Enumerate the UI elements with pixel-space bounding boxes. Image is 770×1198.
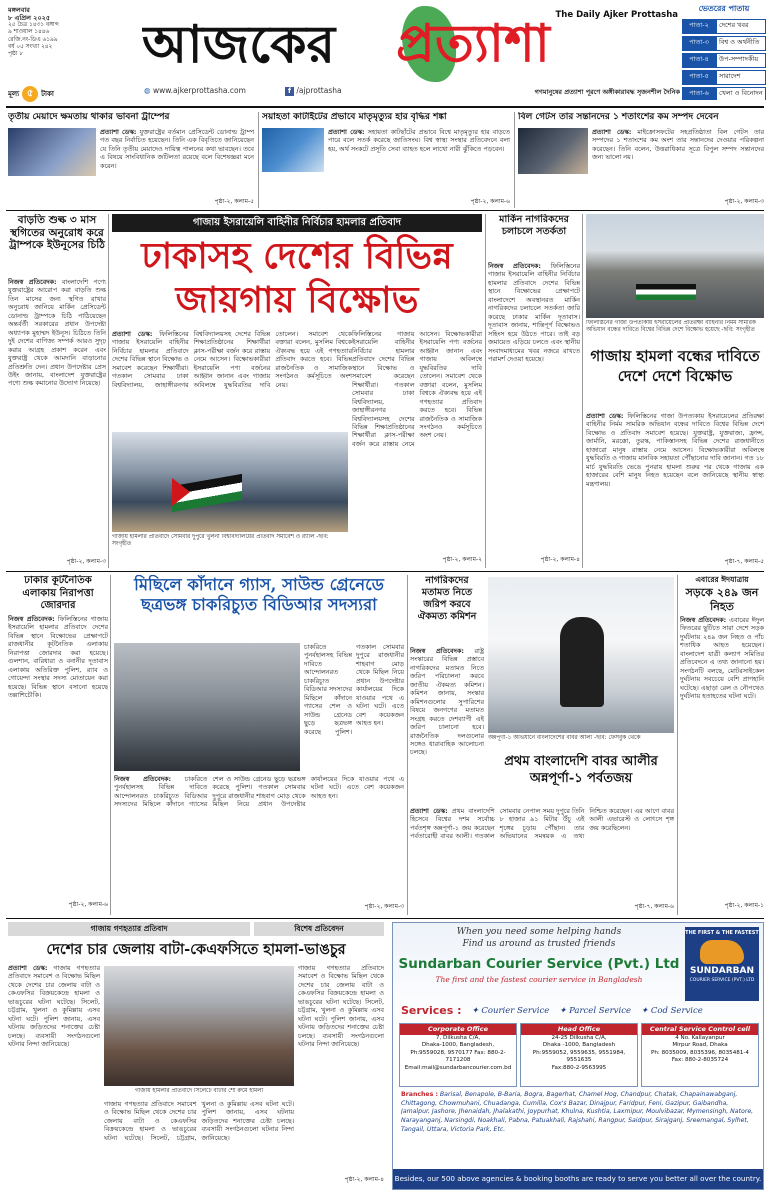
office-title: Corporate Office <box>400 1024 516 1035</box>
ad-offices <box>399 1023 759 1087</box>
babar-text: প্রথম বাংলাদেশি হিসেবে বিশ্বের দশম সর্বোচ্চ পর্বতশৃঙ্গ অন্নপূর্ণা-১ জয় করেছেন পর্বতারোহী বাবর আলী। গতকাল সোমবার নেপাল সময় দুপুরে তিনি ৮ হাজার ৯১ মিটার উঁচু এই শৃঙ্গের চূড়ায় পৌঁছান। তার অভিযানের সমন্বয়ক এ তথ্য নিশ্চিত করেছেন। এর আগে বাবর আলী এভারেস্ট ও লোৎসে শৃঙ্গ জয় করেছিলেন। <box>410 807 674 841</box>
dateline: প্রত্যাশা ডেস্ক: <box>592 128 632 136</box>
price-unit: টাকা <box>41 89 54 98</box>
office-title: Central Service Control cell <box>642 1024 758 1035</box>
continued-label[interactable]: পৃষ্ঠা-২, কলাম-২ <box>442 556 482 563</box>
lead-body <box>112 330 352 430</box>
price-label: মূল্য <box>8 89 20 98</box>
ad-company: Sundarban Courier Service (Pvt.) Ltd <box>398 956 680 972</box>
ad-tagline-1: When you need some helping hands <box>456 927 622 937</box>
top-story-headline[interactable]: বিল গেটস তার সন্তানদের ১ শতাংশের কম সম্পদ দেবেন <box>518 112 719 122</box>
service-name: Parcel Service <box>569 1005 631 1016</box>
bdr-story[interactable] <box>114 575 404 915</box>
courier-ad[interactable] <box>392 922 764 1190</box>
diplomatic-headline[interactable]: ঢাকার কূটনৈতিক এলাকায় নিরাপত্তা জোরদার <box>22 575 94 611</box>
office-line: Ph:9559052, 9559635, 9551984, 9551635 <box>532 1049 626 1064</box>
inside-page-label: বিশ্ব ও অর্থনীতি <box>716 36 766 51</box>
flag-shape <box>636 284 696 300</box>
bdr-body <box>114 775 404 901</box>
left-story-body <box>8 278 106 558</box>
bdr-body-side <box>304 643 404 771</box>
inside-title: ভেতরের পাতায় <box>698 4 750 13</box>
office-line: Ph:9559028, 9570177 Fax: 880-2-7171208 <box>410 1049 506 1064</box>
dateline: প্রত্যাশা ডেস্ক: <box>112 330 153 338</box>
star-icon: ✦ <box>559 1005 567 1016</box>
bottom-body-right <box>298 964 384 1174</box>
globe-icon: ◍ <box>144 86 151 95</box>
top-story-text: মাইক্রোসফটের সহপ্রতিষ্ঠাতা বিল গেটস তার সম্পদের ১ শতাংশের কম অংশ তার সন্তানদের দেওয়ার পরিকল্পনা করেছেন। তিনি বলেন, উত্তরাধিকার সূত্রে বিপুল সম্পদ সন্তানদের জন্য ভালো নয়। <box>592 128 764 162</box>
flag-triangle <box>172 478 190 506</box>
title-part2-text: প্রত্যাশা <box>396 13 550 74</box>
dateline: নিজস্ব প্রতিবেদক: <box>410 647 464 655</box>
babar-headline[interactable]: প্রথম বাংলাদেশি বাবর আলীর অন্নপূর্ণা-১ পর্বতজয় <box>504 754 658 786</box>
bottom-text: গাজায় গণহত্যার প্রতিবাদে সমাবেশ ও বিক্ষোভ মিছিল থেকে দেশের চার জেলায় বাটা ও কেএফসির বিক্রয়কেন্দ্রে হামলা ও ভাঙচুরের ঘটনা ঘটেছে। সিলেট, চট্টগ্রাম, খুলনা ও কুমিল্লায় এসব ঘটনা ঘটে। পুলিশ জানায়, এসব ঘটনায় জড়িতদের শনাক্তের চেষ্টা চলছে। ব্যবসায়ী সংগঠনগুলো ঘটনার নিন্দা জানিয়েছে। <box>298 964 384 1049</box>
service-item <box>641 1006 703 1017</box>
dateline: নিজস্ব প্রতিবেদক: <box>114 775 172 783</box>
right-story-body <box>586 412 764 558</box>
office-line: Dhaka -1000, Bangladesh <box>542 1042 616 1049</box>
continued-label[interactable]: পৃষ্ঠা-২, কলাম-১ <box>724 902 764 909</box>
dateline: প্রত্যাশা ডেস্ক: <box>586 412 624 420</box>
dateline: প্রত্যাশা ডেস্ক: <box>100 128 137 136</box>
bdr-text: চাকরিতে পুনর্বহালসহ বিভিন্ন দাবিতে আন্দোলনরত চাকরিচ্যুত বিডিআর সদস্যদের মিছিলে কাঁদানে গ্যাসের শেল ও সাউন্ড গ্রেনেড ছুড়ে ছত্রভঙ্গ করেছে পুলিশ। গতকাল সোমবার দুপুরে রাজধানীর শাহবাগ মোড় থেকে মিছিল নিয়ে প্রধান উপদেষ্টার কার্যালয়ের দিকে যাওয়ার পথে এ ঘটনা ঘটে। এতে বেশ কয়েকজন আহত হন। <box>114 775 404 809</box>
dateline: নিজস্ব প্রতিবেদক: <box>8 615 55 623</box>
tiger-icon <box>700 940 744 964</box>
date-line: রেজি.নং-ডিএ ৬১৯৯ <box>8 36 58 43</box>
bottom-text: গাজায় গণহত্যার প্রতিবাদে সমাবেশ ও বিক্ষোভ মিছিল থেকে দেশের চার জেলায় বাটা ও কেএফসির বিক্রয়কেন্দ্রে হামলা ও ভাঙচুরের ঘটনা ঘটেছে। সিলেট, চট্টগ্রাম, খুলনা ও কুমিল্লায় এসব ঘটনা ঘটে। পুলিশ জানায়, এসব ঘটনায় জড়িতদের শনাক্তের চেষ্টা চলছে। ব্যবসায়ী সংগঠনগুলো ঘটনার নিন্দা জানিয়েছে। <box>104 1100 294 1142</box>
ad-logo-sub: COURIER SERVICE (PVT.) LTD <box>689 977 755 983</box>
english-name: The Daily Ajker Prottasha <box>555 10 678 20</box>
right-story-photo <box>586 214 764 318</box>
mid-story-headline[interactable]: মার্কিন নাগরিকদের চলাচলে সতর্কতা <box>499 214 569 237</box>
top-story[interactable] <box>8 112 254 208</box>
continued-label[interactable]: পৃষ্ঠা-২, কলাম-৩ <box>724 198 764 205</box>
inside-item[interactable] <box>682 36 766 51</box>
continued-label[interactable]: পৃষ্ঠা-২, কলাম-৪ <box>540 556 580 563</box>
ad-branches <box>401 1091 757 1161</box>
date-line: পৃষ্ঠা ৮ <box>8 51 23 58</box>
facebook-icon: f <box>285 87 294 96</box>
office-line: Email:mail@sundarbancourier.com.bd <box>404 1064 512 1071</box>
dateline: নিজস্ব প্রতিবেদক: <box>488 262 541 270</box>
bottom-body-center <box>104 1100 294 1186</box>
column-rule <box>258 112 259 208</box>
office-line: 7, Dilkusha C/A, <box>435 1034 481 1041</box>
inside-item[interactable] <box>682 70 766 85</box>
inside-page-num: পাতা-৪ <box>682 53 716 68</box>
inside-page-label: দেশের খবর <box>716 19 766 34</box>
mid-story-body <box>488 262 580 556</box>
lead-headline[interactable]: ঢাকাসহ দেশের বিভিন্ন জায়গায় বিক্ষোভ <box>141 235 453 321</box>
ad-subtitle: The first and the fastest courier service in Bangladesh <box>435 975 643 984</box>
title-part1 <box>142 6 404 84</box>
inside-item[interactable] <box>682 53 766 68</box>
column-rule <box>582 214 583 568</box>
bottom-photo <box>104 966 294 1086</box>
inside-page-num: পাতা-৩ <box>682 36 716 51</box>
inside-page-label: খেলা ও বিনোদন <box>716 87 766 100</box>
bdr-text: চাকরিতে পুনর্বহালসহ বিভিন্ন দাবিতে আন্দোলনরত চাকরিচ্যুত বিডিআর সদস্যদের মিছিলে কাঁদানে গ্যাসের শেল ও সাউন্ড গ্রেনেড ছুড়ে ছত্রভঙ্গ করেছে পুলিশ। গতকাল সোমবার দুপুরে রাজধানীর শাহবাগ মোড় থেকে মিছিল নিয়ে প্রধান উপদেষ্টার কার্যালয়ের দিকে যাওয়ার পথে এ ঘটনা ঘটে। এতে বেশ কয়েকজন আহত হন। <box>304 643 404 736</box>
masthead-rule <box>6 106 764 108</box>
road-headline[interactable]: সড়কে ২৪৯ জন নিহত <box>685 586 759 613</box>
consensus-body <box>410 647 484 779</box>
inside-page-num: পাতা-৬ <box>682 87 716 100</box>
top-story-photo <box>8 128 96 176</box>
inside-page-label: উপ-সম্পাদকীয় <box>716 53 766 68</box>
lead-body-continued <box>352 330 482 552</box>
inside-item[interactable] <box>682 87 766 100</box>
ad-logo <box>685 927 759 1001</box>
right-story-headline[interactable]: গাজায় হামলা বন্ধের দাবিতে দেশে দেশে বিক্ষোভ <box>590 347 760 385</box>
services-label: Services : <box>401 1004 462 1018</box>
continued-label[interactable]: পৃষ্ঠা-৭, কলাম-৫ <box>724 558 764 565</box>
consensus-headline[interactable]: নাগরিকদের মতামত নিতে জরিপ করবে ঐকমত্য কমিশন <box>417 575 477 622</box>
dateline: নিজস্ব প্রতিবেদক: <box>8 278 57 286</box>
bdr-headline[interactable]: মিছিলে কাঁদানে গ্যাস, সাউন্ড গ্রেনেডে ছত্রভঙ্গ চাকরিচ্যুত বিডিআর সদস্যরা <box>134 575 384 614</box>
star-icon: ✦ <box>471 1005 479 1016</box>
slogan: গণমানুষের প্রত্যাশা পূরণে অঙ্গীকারাবদ্ধ সৃজনশীল দৈনিক <box>534 88 680 96</box>
diplomatic-text: ফিলিস্তিনের গাজায় ইসরায়েলি হামলার প্রতিবাদে দেশের বিভিন্ন স্থানে বিক্ষোভের প্রেক্ষাপটে রাজধানীর কূটনৈতিক এলাকায় নিরাপত্তা জোরদার করা হয়েছে। গুলশান, বারিধারা ও বনানীর দূতাবাস এলাকায় অতিরিক্ত পুলিশ, র‍্যাব ও গোয়েন্দা সংস্থার সদস্য মোতায়েন করা হয়েছে। বিভিন্ন স্থানে বসানো হয়েছে তল্লাশিচৌকি। <box>8 615 108 700</box>
office-title: Head Office <box>521 1024 637 1035</box>
lead-kicker: গাজায় ইসরায়েলি বাহিনীর নির্বিচার হামলার প্রতিবাদ <box>192 217 402 228</box>
top-story-text: যুক্তরাষ্ট্রের বর্তমান প্রেসিডেন্ট ডোনাল্ড ট্রাম্প গত বছর নির্বাচিত হয়েছেন। তিনি এক বিবৃতিতে জানিয়েছেন যে তিনি তৃতীয় মেয়াদেও দায়িত্ব পালনের কথা ভাবছেন। তবে এ বিষয়ে সাংবিধানিক জটিলতা রয়েছে বলে বিশেষজ্ঞরা মনে করেন। <box>100 128 254 170</box>
continued-label[interactable]: পৃষ্ঠা-২, কলাম-৫ <box>214 198 254 205</box>
bottom-photo-caption: গাজায় হামলার প্রতিবাদে সিলেটে বাটার শো রুমে হামলা <box>134 1088 264 1094</box>
banner-left: গাজায় গণহত্যার প্রতিবাদ <box>8 922 250 936</box>
branches-label: Branches : <box>401 1091 438 1098</box>
left-story-text: বাংলাদেশি পণ্যে যুক্তরাষ্ট্রের আরোপ করা বাড়তি শুল্ক তিন মাসের জন্য স্থগিত রাখার অনুরোধ জানিয়ে মার্কিন প্রেসিডেন্ট ডোনাল্ড ট্রাম্পকে চিঠি পাঠিয়েছেন অন্তর্বর্তী সরকারের প্রধান উপদেষ্টা অধ্যাপক মুহাম্মদ ইউনূস। চিঠিতে তিনি দুই দেশের বাণিজ্য সম্পর্ক আরও সুদৃঢ় করার আগ্রহ প্রকাশ করেন এবং যুক্তরাষ্ট্র থেকে আমদানি বাড়ানোর প্রতিশ্রুতি দেন। প্রধান উপদেষ্টার প্রেস উইং জানায়, বাংলাদেশ যুক্তরাষ্ট্রের পণ্যে শুল্ক কমানোর উদ্যোগ নিয়েছে। <box>8 278 106 388</box>
top-story-text: সহায়তা কাটছাঁটের প্রভাবে বিশ্বে মাতৃমৃত্যুর হার বাড়তে পারে বলে সতর্ক করেছে জাতিসংঘ। বিশ্ব স্বাস্থ্য সংস্থার প্রতিবেদনে বলা হয়, অর্থ সংকটে প্রসূতি সেবা ব্যাহত হলে লাখো নারী ঝুঁকিতে পড়বেন। <box>328 128 510 153</box>
ad-tagline-2: Find us around as trusted friends <box>462 939 616 949</box>
continued-label[interactable]: পৃষ্ঠা-৭, কলাম-৬ <box>634 903 674 910</box>
service-item <box>472 1006 550 1017</box>
office-line: Fax:880-2-9563995 <box>551 1064 607 1071</box>
office-line: 4 No. Kallayanpur <box>675 1034 725 1041</box>
continued-label[interactable]: পৃষ্ঠা-২, কলাম-৬ <box>68 901 108 908</box>
ad-footer: Besides, our 500 above agencies & booking booths are ready to serve you better all over the country. <box>393 1169 763 1189</box>
facebook <box>285 86 385 98</box>
lead-text: ফিলিস্তিনের গাজায় ইসরায়েলি বাহিনীর নির্বিচার হামলার প্রতিবাদে দেশের বিভিন্ন স্থানে বিক্ষোভ ও সমাবেশ করেছেন শিক্ষার্থীরা। গতকাল সোমবার ঢাকা বিশ্ববিদ্যালয়, জাহাঙ্গীরনগর বিশ্ববিদ্যালয়সহ দেশের বিভিন্ন শিক্ষাপ্রতিষ্ঠানের শিক্ষার্থীরা ক্লাস-পরীক্ষা বর্জন করে রাস্তায় নেমে আসেন। বিক্ষোভকারীরা ইসরায়েলি পণ্য বর্জনের আহ্বান জানান এবং গাজায় অবিলম্বে যুদ্ধবিরতির দাবি তোলেন। সমাবেশ থেকে বক্তারা বলেন, মুসলিম বিশ্বকে ঐক্যবদ্ধ হয়ে এই গণহত্যার প্রতিবাদ করতে হবে। বিভিন্ন রাজনৈতিক ও সামাজিক সংগঠনও কর্মসূচিতে অংশ নেয়। <box>352 330 482 448</box>
continued-label[interactable]: পৃষ্ঠা-২, কলাম-৬ <box>470 198 510 205</box>
right-story-photo-caption: ফিলিস্তিনের গাজা উপত্যকায় ইসরায়েলের প্রতিরক্ষা বাহিনীর নির্মম সামরিক অভিযান বন্ধের দাবিতে বিশ্বের বিভিন্ন দেশে বিক্ষোভ হয়েছে -ছবি: সংগৃহীত <box>586 320 756 334</box>
office-box <box>399 1023 517 1087</box>
office-line: Mirpur Road, Dhaka <box>672 1042 728 1049</box>
facebook-link[interactable]: /ajprottasha <box>296 86 342 95</box>
date-line: মঙ্গলবার <box>8 6 30 14</box>
service-name: Courier Service <box>481 1005 550 1016</box>
top-story[interactable] <box>262 112 510 208</box>
date-line: ৮ এপ্রিল ২০২৫ <box>8 14 51 23</box>
date-line: ২৫ চৈত্র ১৪৩১ বঙ্গাব্দ <box>8 22 59 29</box>
mid-story-text: ফিলিস্তিনের গাজায় ইসরায়েলি বাহিনীর নির্বিচার হামলার প্রতিবাদে দেশের বিভিন্ন স্থানে বিক্ষোভের প্রেক্ষাপটে বাংলাদেশে অবস্থানরত মার্কিন নাগরিকদের চলাচলে সতর্কতা জারি করেছে ঢাকার মার্কিন দূতাবাস। দূতাবাস জানায়, শান্তিপূর্ণ বিক্ষোভও সহিংস হয়ে উঠতে পারে। তাই বড় জমায়েত এড়িয়ে চলতে এবং স্থানীয় সংবাদমাধ্যমের খবর নজরে রাখতে পরামর্শ দেওয়া হয়েছে। <box>488 262 580 363</box>
consensus-story[interactable] <box>410 575 484 915</box>
climber-shape <box>560 617 604 707</box>
banner-right: বিশেষ প্রতিবেদন <box>254 922 384 936</box>
diplomatic-body <box>8 615 108 901</box>
left-story-headline[interactable]: বাড়তি শুল্ক ৩ মাস স্থগিতের অনুরোধ করে ট্রাম্পকে ইউনূসের চিঠি <box>9 214 105 252</box>
top-story[interactable] <box>518 112 764 208</box>
dateline: প্রত্যাশা ডেস্ক: <box>410 807 448 815</box>
date-block <box>8 6 66 90</box>
inside-page-label: সারাদেশ <box>716 70 766 85</box>
date-line: বর্ষ ০৫ সংখ্যা ২৪২ <box>8 43 53 50</box>
section-rule <box>6 210 764 211</box>
website-link[interactable]: www.ajkerprottasha.com <box>152 86 246 95</box>
lead-kicker-bar <box>112 214 482 232</box>
star-icon: ✦ <box>641 1005 649 1016</box>
continued-label[interactable]: পৃষ্ঠা-২, কলাম-৩ <box>364 903 404 910</box>
road-text: এবারের ঈদুল ফিতরের ছুটিতে সারা দেশে সড়ক দুর্ঘটনায় ২৪৯ জন নিহত ও পাঁচ শতাধিক আহত হয়েছেন। বাংলাদেশ যাত্রী কল্যাণ সমিতির প্রতিবেদনে এ তথ্য জানানো হয়। সংগঠনটি বলছে, মোটরসাইকেল দুর্ঘটনায় সবচেয়ে বেশি প্রাণহানি ঘটেছে। এছাড়া রেল ও নৌপথেও দুর্ঘটনায় হতাহতের ঘটনা ঘটে। <box>680 616 764 701</box>
top-story-photo <box>518 128 588 174</box>
office-box <box>520 1023 638 1087</box>
bottom-banners <box>8 922 384 936</box>
ad-logo-top: THE FIRST & THE FASTEST <box>685 930 759 936</box>
lead-text: ফিলিস্তিনের গাজায় ইসরায়েলি বাহিনীর নির্বিচার হামলার প্রতিবাদে দেশের বিভিন্ন স্থানে বিক্ষোভ ও সমাবেশ করেছেন শিক্ষার্থীরা। গতকাল সোমবার ঢাকা বিশ্ববিদ্যালয়, জাহাঙ্গীরনগর বিশ্ববিদ্যালয়সহ দেশের বিভিন্ন শিক্ষাপ্রতিষ্ঠানের শিক্ষার্থীরা ক্লাস-পরীক্ষা বর্জন করে রাস্তায় নেমে আসেন। বিক্ষোভকারীরা ইসরায়েলি পণ্য বর্জনের আহ্বান জানান এবং গাজায় অবিলম্বে যুদ্ধবিরতির দাবি তোলেন। সমাবেশ থেকে বক্তারা বলেন, মুসলিম বিশ্বকে ঐক্যবদ্ধ হয়ে এই গণহত্যার প্রতিবাদ করতে হবে। বিভিন্ন রাজনৈতিক ও সামাজিক সংগঠনও কর্মসূচিতে অংশ নেয়। <box>112 330 352 389</box>
column-rule <box>108 214 109 568</box>
top-story-body <box>100 128 254 198</box>
website <box>144 86 294 98</box>
service-item <box>559 1006 631 1017</box>
lead-photo-caption: গাজায় হামলার প্রতিবাদে সোমবার দুপুরে খুলনা বিশ্ববিদ্যালয়ের প্রতিবাদ সমাবেশ ও র‍্যালি -ছবি: সংগৃহীত <box>112 534 329 548</box>
continued-label[interactable]: পৃষ্ঠা-২, কলাম-৪ <box>344 1176 384 1183</box>
column-rule <box>514 112 515 208</box>
road-story[interactable] <box>680 575 764 915</box>
babar-photo-caption: অন্নপূর্ণা-১ অভিযানে বাংলাদেশের বাবর আলী -ছবি: ফেসবুক থেকে <box>488 735 641 741</box>
section-rule <box>6 571 764 572</box>
office-line: Dhaka-1000, Bangladesh, <box>421 1042 495 1049</box>
diplomatic-story[interactable] <box>8 575 108 915</box>
price-value: ৫ <box>22 86 38 102</box>
inside-pages <box>682 4 766 100</box>
office-line: Fax: 880-2-8035724 <box>671 1057 729 1064</box>
lead-photo <box>112 432 348 532</box>
top-story-headline[interactable]: সয়াহতা কাটাইটের প্রভাবে মাতৃমৃত্যুর হার বৃদ্ধির শঙ্কা <box>262 112 447 122</box>
dateline: প্রত্যাশা ডেস্ক: <box>328 128 365 136</box>
consensus-text: রাষ্ট্র সংস্কারের বিভিন্ন প্রস্তাবে নাগরিকদের মতামত নিতে জরিপ পরিচালনা করবে জাতীয় ঐকমত্য কমিশন। কমিশন জানায়, সংস্কার কমিশনগুলোর সুপারিশের বিষয়ে জনগণের মতামত সংগ্রহ করতে দেশব্যাপী এই জরিপ চালানো হবে। রাজনৈতিক দলগুলোর সঙ্গেও ধারাবাহিক আলোচনা চলছে। <box>410 647 484 757</box>
right-story[interactable] <box>586 214 764 568</box>
top-story-headline[interactable]: তৃতীয় মেয়াদে ক্ষমতায় থাকার ভাবনা ট্রাম্পের <box>8 112 170 122</box>
masthead <box>0 0 770 107</box>
column-rule <box>407 575 408 915</box>
bottom-headline[interactable]: দেশের চার জেলায় বাটা-কেএফসিতে হামলা-ভাঙচুর <box>46 941 346 958</box>
price-box <box>8 86 68 102</box>
column-rule <box>110 575 111 915</box>
continued-label[interactable]: পৃষ্ঠা-২, কলাম-৩ <box>66 558 106 565</box>
road-kicker: এবারের ঈদযাত্রায় <box>695 575 749 584</box>
dateline: প্রত্যাশা ডেস্ক: <box>8 964 48 972</box>
title-part1-text: আজকের <box>142 14 336 75</box>
date-line: ৯ শাওয়াল ১৪৪৬ <box>8 29 50 36</box>
top-story-photo <box>262 128 324 172</box>
ad-logo-name: SUNDARBAN <box>689 966 755 977</box>
section-rule <box>6 918 764 919</box>
bottom-body-left <box>8 964 100 1186</box>
inside-page-num: পাতা-৫ <box>682 70 716 85</box>
inside-page-num: পাতা-২ <box>682 19 716 34</box>
bdr-photo <box>114 643 300 771</box>
top-story-body <box>592 128 764 198</box>
right-story-text: ফিলিস্তিনের গাজা উপত্যকায় ইসরায়েলের প্রতিরক্ষা বাহিনীর নির্মম সামরিক অভিযান বন্ধের দাবিতে বিশ্বের বিভিন্ন দেশে বিক্ষোভ ও প্রতিবাদ সমাবেশ হয়েছে। যুক্তরাষ্ট্র, যুক্তরাজ্য, ফ্রান্স, জার্মানি, মরক্কো, তুরস্ক, পাকিস্তানসহ বিভিন্ন দেশের রাজধানীতে হাজারো মানুষ রাস্তায় নেমে আসেন। বিক্ষোভকারীরা অবিলম্বে যুদ্ধবিরতি ও গাজায় মানবিক সহায়তা পৌঁছানোর দাবি জানান। গত ১৮ মার্চ যুদ্ধবিরতি ভেঙে পুনরায় হামলা শুরুর পর থেকে গাজায় এক হাজারের বেশি মানুষ নিহত হয়েছেন বলে জানিয়েছে স্থানীয় স্বাস্থ্য মন্ত্রণালয়। <box>586 412 764 488</box>
branches-list: Barisal, Benapole, B-Baria, Bogra, Bagerhat, Chamel Hog, Chandpur, Chatak, Chapainawabganj, Chittagong, Chowmuhani, Chuadanga, Cumilla, Cox's Bazar, Dinajpur, Faridpur, Feni, Gazipur, Gaibandha, Jamalpur, Jashore, Jhenaidah, Jhalakathi, Joypurhat, Khulna, Kushtia, Laxmipur, Moulvibazar, Mymensingh, Natore, Narayanganj, Narsingdi, Noakhali, Pabna, Patuakhali, Rajshahi, Rangpur, Saidpur, Sirajganj, Sreemangal, Sylhet, Tangail, Uttara, Victoria Park, Etc. <box>401 1091 754 1133</box>
office-box <box>641 1023 759 1087</box>
column-rule <box>677 575 678 915</box>
bottom-text: গাজায় গণহত্যার প্রতিবাদে সমাবেশ ও বিক্ষোভ মিছিল থেকে দেশের চার জেলায় বাটা ও কেএফসির বিক্রয়কেন্দ্রে হামলা ও ভাঙচুরের ঘটনা ঘটেছে। সিলেট, চট্টগ্রাম, খুলনা ও কুমিল্লায় এসব ঘটনা ঘটে। পুলিশ জানায়, এসব ঘটনায় জড়িতদের শনাক্তের চেষ্টা চলছে। ব্যবসায়ী সংগঠনগুলো ঘটনার নিন্দা জানিয়েছে। <box>8 964 100 1049</box>
service-name: Cod Service <box>650 1005 703 1016</box>
road-body <box>680 616 764 902</box>
inside-item[interactable] <box>682 19 766 34</box>
dateline: নিজস্ব প্রতিবেদক: <box>680 616 727 624</box>
office-line: 24-25 Dilkusha C/A, <box>551 1034 607 1041</box>
top-story-body <box>328 128 510 198</box>
office-line: Ph: 8035009, 8035396, 8035481-4 <box>650 1049 749 1056</box>
ad-services <box>401 1003 757 1019</box>
mid-story[interactable] <box>488 214 580 568</box>
left-story[interactable] <box>8 214 106 568</box>
column-rule <box>485 214 486 568</box>
babar-photo <box>488 577 674 733</box>
